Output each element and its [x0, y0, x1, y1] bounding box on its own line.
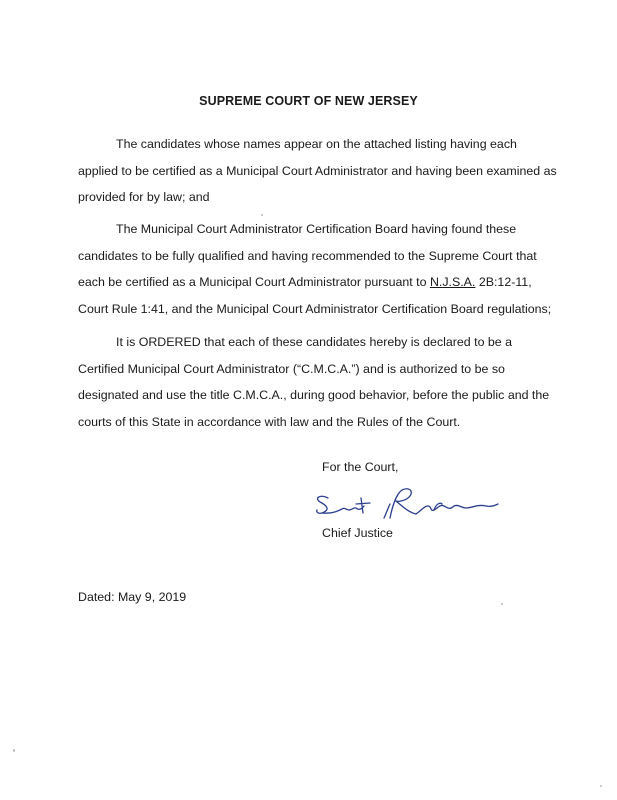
statute-reference: N.J.S.A.	[429, 275, 476, 289]
dated-line: Dated: May 9, 2019	[78, 590, 187, 604]
scan-speck	[501, 603, 503, 605]
court-heading: SUPREME COURT OF NEW JERSEY	[199, 94, 418, 108]
chief-justice-title: Chief Justice	[322, 526, 393, 540]
chief-justice-signature	[312, 484, 502, 526]
scan-speck	[13, 749, 15, 752]
paragraph-certification-board-part1: The Municipal Court Administrator Certification Board having found these candidates to be fully qualified and having recommended to the Supreme Court that each be certified as a Municipal Court Administrator pursuant to	[78, 222, 537, 289]
paragraph-certification-board-part2: 2B:12-11, Court Rule 1:41, and the Municipal Court Administrator Certification Board regulations;	[78, 275, 552, 316]
for-the-court-text: For the Court,	[322, 460, 399, 474]
paragraph-order: It is ORDERED that each of these candidates hereby is declared to be a Certified Municipal Court Administrator (“C.M.C.A.”) and is authorized to be so designated and use the title C.M.C.A., during good behavior, before the public and the courts of this State in accordance with law and the Rules of the Court.	[78, 335, 550, 429]
scan-speck	[600, 785, 602, 787]
paragraph-candidates: The candidates whose names appear on the attached listing having each applied to be certified as a Municipal Court Administrator and having been examined as provided for by law; and	[78, 137, 557, 204]
scan-speck	[261, 214, 263, 216]
paragraph-certification-board	[78, 216, 558, 322]
